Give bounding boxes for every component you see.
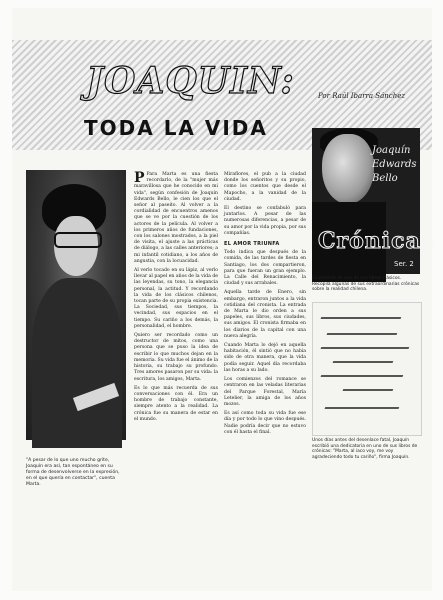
handwriting-stroke — [333, 361, 394, 363]
body-paragraph: Es así como toda su vida fue ese día y por todo lo que vino después. Nadie podría decir que no estuvo con él hasta el final. — [224, 411, 306, 435]
cover-book-title: Crónicas — [318, 228, 435, 254]
dedication-caption: Unos días antes del desenlace fatal, Joaquín escribió una dedicatoria en uno de sus libros de crónicas: "Marta, al iaco voy, me voy agradeciendo todo tu cariño", firma Joaquín. — [312, 438, 418, 460]
body-paragraph: Al verlo tocado en su lápiz, al verlo llevar al papel en años de la vida de las leyendas, su tono, la elegancia personal, la actitud. Y recordando la vida de los clásicos chilenos, tocan parte de su propia existencia. La Sociedad, sus tiempos, la vecindad, sus espacios en el tiempo. Su cariño a los demás, la personalidad, el hombre. — [134, 268, 218, 329]
body-paragraph: Aquella tarde de Enero, sin embargo, entraron juntos a la vida cotidiana del cronista. La entrada de Marta le dio orden a sus papeles, sus libros, sus ciudades, sus amigos. El cronista firmaba en los diarios de la capital con una nueva alegría. — [224, 290, 306, 339]
article-byline: Por Raúl Ibarra Sánchez — [318, 92, 406, 100]
body-paragraph: Los comienzos del romance se centraron en las veladas literarias del Parque Forestal, María Letelier, la amiga de los años mozos. — [224, 377, 306, 407]
section-subhead: EL AMOR TRIUNFA — [224, 241, 280, 248]
body-column-2 — [224, 172, 306, 439]
body-paragraph: Cuando Marta lo dejó en aquella habitación, él sintió que no había sido de otra manera, que la vida podía seguir. Aquel día recordaba las horas a su lado. — [224, 343, 306, 373]
body-text: Para Marta es una fiesta recordarlo, de la "mujer más maravillosa que he conocido en mi vida", según confesión de Joaquín Edwards Bello, le cien los que el señor al paseito. Al volver a la cordialidad de encuentros amenos que se ve por la cuestión de los actores de la película. Al volver a los primeros años de fundaciones, con los salones mostrados, a la piel de visita, el ajuste a las prácticas de diálogo, a las calles anteriores; a mi infantil cotidiano, a los años de angustia, con la locuacidad. — [134, 172, 218, 264]
body-paragraph: Todo indica que después de la comida, de las tardes de fiesta en Santiago, los dos compartieron, para que fueran un gran ejemplo. La Calle del Renacimiento, la ciudad y sus arrabales. — [224, 250, 306, 287]
cover-author-line: Bello — [372, 173, 398, 184]
cover-author-line: Joaquín — [372, 145, 411, 156]
handwriting-stroke — [325, 407, 400, 409]
cover-author-line: Edwards — [372, 159, 417, 170]
cover-face-shape — [322, 134, 374, 204]
portrait-caption: "A pesar de lo que uno mucho grite, Joaquín era así, tan espontáneo en su forma de desenvolverse en la expresión, en el que quería en contactar", cuenta Marta. — [26, 458, 120, 487]
body-paragraph: Es lo que más recuerda de sus conversaciones con él. Era un hombre de trabajo constante, siempre atento a la realidad. La crónica fue su manera de estar en el mundo. — [134, 385, 218, 422]
handwriting-stroke — [327, 333, 398, 335]
handwritten-dedication-image — [312, 302, 422, 436]
body-paragraph — [134, 172, 218, 265]
photo-glasses-shape — [54, 232, 102, 248]
article-title: JOAQUIN: — [86, 60, 295, 102]
photo-body-shape — [32, 278, 122, 448]
dropcap-letter: P — [134, 170, 145, 186]
book-cover-photo — [312, 128, 435, 274]
body-paragraph: Miraflores, el pub a la ciudad donde los señoritos y su propio, como los cuentos que desde el Mapocho, a la vanidad de la ciudad. — [224, 172, 306, 202]
handwriting-stroke — [321, 317, 402, 319]
cover-series-number: Ser. 2 — [394, 260, 414, 268]
cover-author-name — [372, 144, 418, 186]
article-subtitle: TODA LA VIDA — [84, 116, 268, 140]
body-column-1 — [134, 172, 218, 426]
handwriting-stroke — [321, 347, 410, 349]
body-paragraph: El destino se confabuló para juntarlos. A pesar de las numerosas diferencias, a pesar de su amor por la vida propia, por sus compañías. — [224, 206, 306, 236]
portrait-photo-marta — [26, 170, 126, 440]
handwriting-stroke — [321, 375, 404, 377]
book-cover-caption: La portada de uno de sus libros clásicos. Recopila algunas de sus extraordinarias crónicas sobre la realidad chilena. — [312, 276, 420, 293]
handwriting-stroke — [343, 389, 394, 391]
body-paragraph: Quiero ser recordado como un destructor de mitos, como una persona que se puso la idea de escribir lo que muchos dejan en la memoria. Su vida fue el ánimo de la historia, su trabajo su profundo. Tres amores pasaron por su vida: la escritura, los amigos, Marta. — [134, 333, 218, 382]
